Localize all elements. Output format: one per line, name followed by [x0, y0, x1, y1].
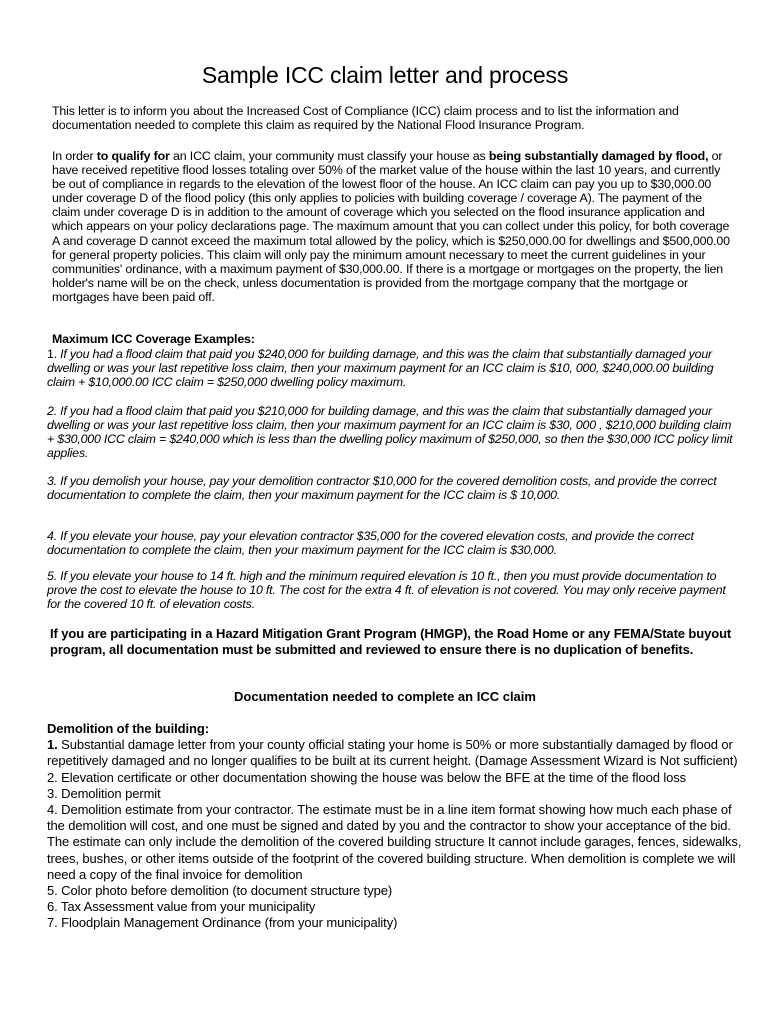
demolition-item-4: 4. Demolition estimate from your contractor. The estimate must be in a line item format showing how much each phase of the demolition will cost, and one must be signed and dated by you and the contractor to show your acceptance of the bid. The estimate can only include the demolition of the covered building structure It cannot include garages, fences, sidewalks, trees, bushes, or other items outside of the footprint of the covered building structure. When demolition is complete we will need a copy of the final invoice for demolition [47, 802, 742, 882]
example-1 [47, 347, 737, 389]
documentation-heading: Documentation needed to complete an ICC claim [234, 689, 536, 704]
hmgp-notice: If you are participating in a Hazard Mitigation Grant Program (HMGP), the Road Home or any FEMA/State buyout program, all documentation must be submitted and reviewed to ensure there is no duplication of benefits. [50, 626, 732, 657]
demolition-section [47, 721, 742, 932]
intro-paragraph: This letter is to inform you about the Increased Cost of Compliance (ICC) claim process and to list the information and documentation needed to complete this claim as required by the National Flood Insurance Program. [52, 104, 679, 133]
qualify-paragraph [52, 149, 732, 304]
example-1-number: 1. [47, 347, 57, 361]
demolition-item-5: 5. Color photo before demolition (to document structure type) [47, 883, 393, 899]
example-4: 4. If you elevate your house, pay your elevation contractor $35,000 for the covered elevation costs, and provide the correct documentation to complete the claim, then your maximum payment for the ICC claim is $30,000. [47, 529, 694, 558]
example-2: 2. If you had a flood claim that paid you $210,000 for building damage, and this was the claim that substantially damaged your dwelling or was your last repetitive loss claim, then your maximum payment for an ICC claim is $30, 000 , $210,000 building claim + $30,000 ICC claim = $240,000 which is less than the dwelling policy maximum of $250,000, so then the $30,000 ICC policy limit applies. [47, 404, 733, 461]
qualify-bold-1: to qualify for [96, 149, 170, 163]
example-3: 3. If you demolish your house, pay your demolition contractor $10,000 for the covered demolition costs, and provide the correct documentation to complete the claim, then your maximum payment for the ICC claim is $ 10,000. [47, 474, 717, 503]
example-5: 5. If you elevate your house to 14 ft. high and the minimum required elevation is 10 ft., then you must provide documentation to prove the cost to elevate the house to 10 ft. The cost for the extra 4 ft. of elevation is not covered. You may only receive payment for the covered 10 ft. of elevation costs. [47, 569, 726, 612]
demolition-item-2: 2. Elevation certificate or other documentation showing the house was below the BFE at the time of the flood loss [47, 769, 687, 785]
demolition-item-6: 6. Tax Assessment value from your municipality [47, 899, 316, 915]
example-1-text: If you had a flood claim that paid you $240,000 for building damage, and this was the claim that substantially damaged your dwelling or was your last repetitive loss claim, then your maximum payment for an ICC claim is $10, 000, $240,000.00 building claim + $10,000.00 ICC claim = $250,000 dwelling policy maximum. [47, 347, 714, 390]
qualify-text-2: an ICC claim, your community must classify your house as [169, 149, 489, 163]
demolition-item-1-text: Substantial damage letter from your county official stating your home is 50% or more substantially damaged by flood or repetitively damaged and no longer qualifies to be built at its current height. (Damage Assessment Wizard is Not sufficient) [47, 737, 738, 769]
examples-heading: Maximum ICC Coverage Examples: [52, 332, 255, 346]
demolition-item-7: 7. Floodplain Management Ordinance (from your municipality) [47, 915, 398, 931]
demolition-item-3: 3. Demolition permit [47, 785, 161, 801]
qualify-text-3: or have received repetitive flood losses totaling over 50% of the market value of the house within the last 10 years, and currently be out of compliance in regards to the elevation of the lowest floor of the house. An ICC claim can pay you up to $30,000.00 under coverage D of the flood policy (this only applies to policies with building coverage / coverage A). The payment of the claim under coverage D is in addition to the amount of coverage which you selected on the flood insurance application and which appears on your policy declarations page. The maximum amount that you can collect under this policy, for both coverage A and coverage D cannot exceed the maximum total allowed by the policy, which is $250,000.00 for dwellings and $500,000.00 for general property policies. This claim will only pay the minimum amount necessary to meet the current guidelines in your communities' ordinance, with a maximum payment of $30,000.00. If there is a mortgage or mortgages on the property, the lien holder's name will be on the check, unless documentation is provided from the mortgage company that the mortgage or mortgages have been paid off. [52, 149, 730, 304]
demolition-heading: Demolition of the building: [47, 721, 209, 736]
qualify-bold-2: being substantially damaged by flood, [488, 149, 709, 163]
page-title: Sample ICC claim letter and process [201, 62, 569, 88]
demolition-item-1 [47, 737, 742, 769]
demolition-item-1-number: 1. [47, 737, 58, 753]
qualify-text-1: In order [52, 149, 97, 163]
